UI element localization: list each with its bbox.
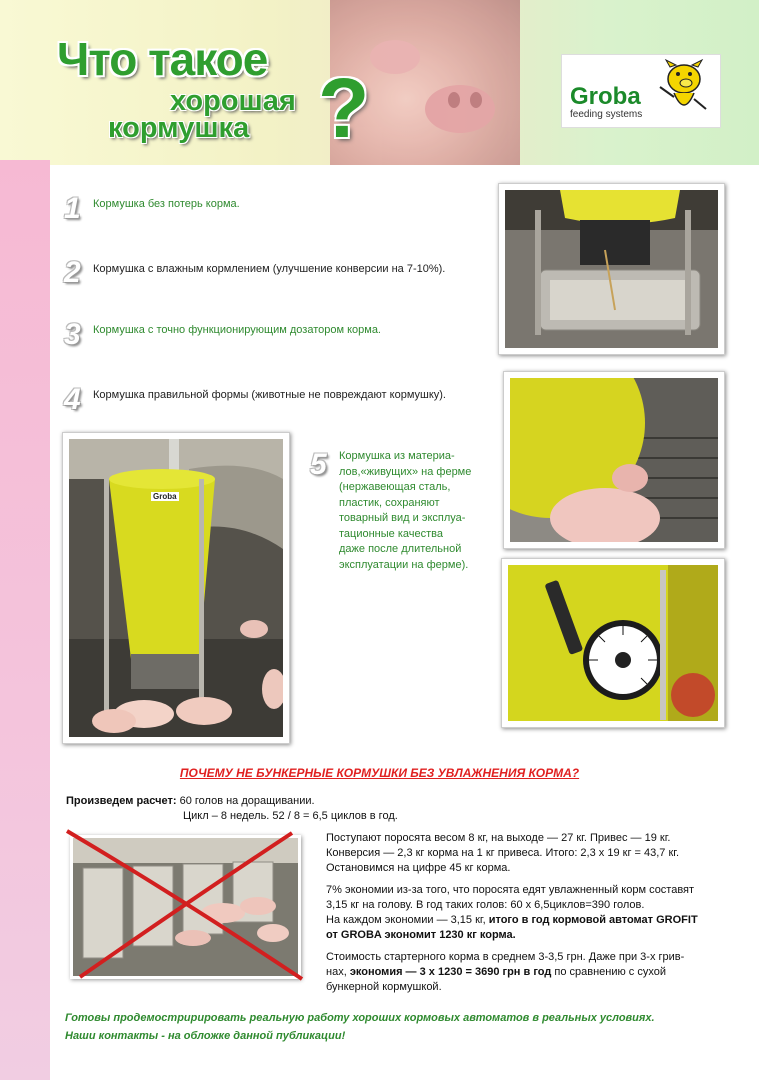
item-5-line: тационные качества (339, 527, 443, 540)
item-number-2: 2 (64, 256, 81, 289)
paragraph-line: 7% экономии из-за того, что поросята едят увлажненный корм составят (326, 884, 695, 896)
calculation-line1 (66, 794, 315, 809)
trough-photo (498, 183, 725, 355)
calculation-line2: Цикл – 8 недель. 52 / 8 = 6,5 циклов в год. (183, 810, 398, 822)
item-3-text: Кормушка с точно функционирующим дозатором корма. (93, 324, 381, 336)
hopper-feeder-photo (62, 829, 305, 981)
item-2-text: Кормушка с влажным кормлением (улучшение конверсии на 7-10%). (93, 263, 446, 275)
groba-logo (561, 54, 721, 128)
question-mark: ? (318, 61, 370, 155)
paragraph-line: бункерной кормушкой. (326, 981, 442, 993)
paragraph-2 (326, 883, 726, 943)
paragraph-text: по сравнению с сухой (551, 966, 666, 978)
logo-tagline: feeding systems (570, 109, 643, 120)
paragraph-line: Остановимся на цифре 45 кг корма. (326, 862, 511, 874)
grofit-feeder-illustration (69, 439, 283, 737)
item-5-line: пластик, сохраняют (339, 496, 440, 509)
paragraph-line: 3,15 кг на голову. В год таких голов: 60 х 6,5циклов=390 голов. (326, 899, 645, 911)
paragraph-3 (326, 950, 726, 995)
pig-feeding-illustration (510, 378, 718, 542)
feeder-label: Groba (153, 492, 177, 501)
page-title-line2: хорошая (170, 85, 296, 117)
item-5-line: (нержавеющая сталь, (339, 481, 451, 493)
paragraph-line: Стоимость стартерного корма в среднем 3-3,5 грн. Даже при 3-х грив- (326, 951, 685, 963)
dosing-dial-photo (501, 558, 725, 728)
paragraph-line (326, 928, 726, 943)
item-1-text: Кормушка без потерь корма. (93, 198, 240, 210)
dosing-dial-illustration (508, 565, 718, 721)
paragraph-text: На каждом экономии — 3,15 кг, (326, 914, 489, 926)
item-4-text: Кормушка правильной формы (животные не повреждают кормушку). (93, 389, 446, 401)
paragraph-bold: итого в год кормовой автомат GROFIT (488, 914, 698, 926)
page-title: Что такое (57, 33, 268, 85)
side-strip (0, 160, 50, 1080)
page-title-line3: кормушка (108, 112, 250, 144)
footer-line2: Наши контакты - на обложке данной публикации! (65, 1030, 346, 1042)
calculation-label: Произведем расчет: (66, 795, 177, 807)
section-title: ПОЧЕМУ НЕ БУНКЕРНЫЕ КОРМУШКИ БЕЗ УВЛАЖНЕНИЯ КОРМА? (179, 766, 580, 780)
paragraph-line (326, 965, 726, 980)
logo-name: Groba (570, 83, 641, 110)
footer-line1: Готовы продемостририровать реальную работу хороших кормовых автоматов в реальных условиях. (65, 1012, 655, 1024)
grofit-feeder-photo (62, 432, 290, 744)
paragraph-line: Поступают поросята весом 8 кг, на выходе — 27 кг. Привес — 19 кг. (326, 832, 671, 844)
item-5-text (339, 449, 471, 573)
paragraph-bold: экономия — 3 х 1230 = 3690 грн в год (349, 966, 552, 978)
item-5-line: эксплуатации на ферме). (339, 558, 469, 571)
item-5-line: даже после длительной (339, 543, 462, 555)
item-5-line: лов,«живущих» на ферме (339, 465, 472, 478)
item-5-line: товарный вид и эксплуа- (339, 512, 466, 524)
paragraph-text: нах, (326, 966, 350, 978)
item-number-5: 5 (310, 448, 327, 481)
pig-mascot-icon (654, 59, 710, 121)
calculation-value: 60 голов на доращивании. (176, 795, 315, 807)
paragraph-line (326, 913, 726, 928)
item-number-3: 3 (64, 318, 81, 351)
paragraph-1 (326, 831, 726, 876)
pig-feeding-photo (503, 371, 725, 549)
paragraph-bold: от GROBA экономит 1230 кг корма. (326, 929, 516, 941)
cross-out-icon (62, 829, 305, 981)
item-number-4: 4 (64, 383, 81, 416)
item-number-1: 1 (64, 192, 81, 225)
item-5-line: Кормушка из материа- (339, 450, 455, 462)
trough-illustration (505, 190, 718, 348)
paragraph-line: Конверсия — 2,3 кг корма на 1 кг привеса. Итого: 2,3 х 19 кг = 43,7 кг. (326, 847, 679, 859)
